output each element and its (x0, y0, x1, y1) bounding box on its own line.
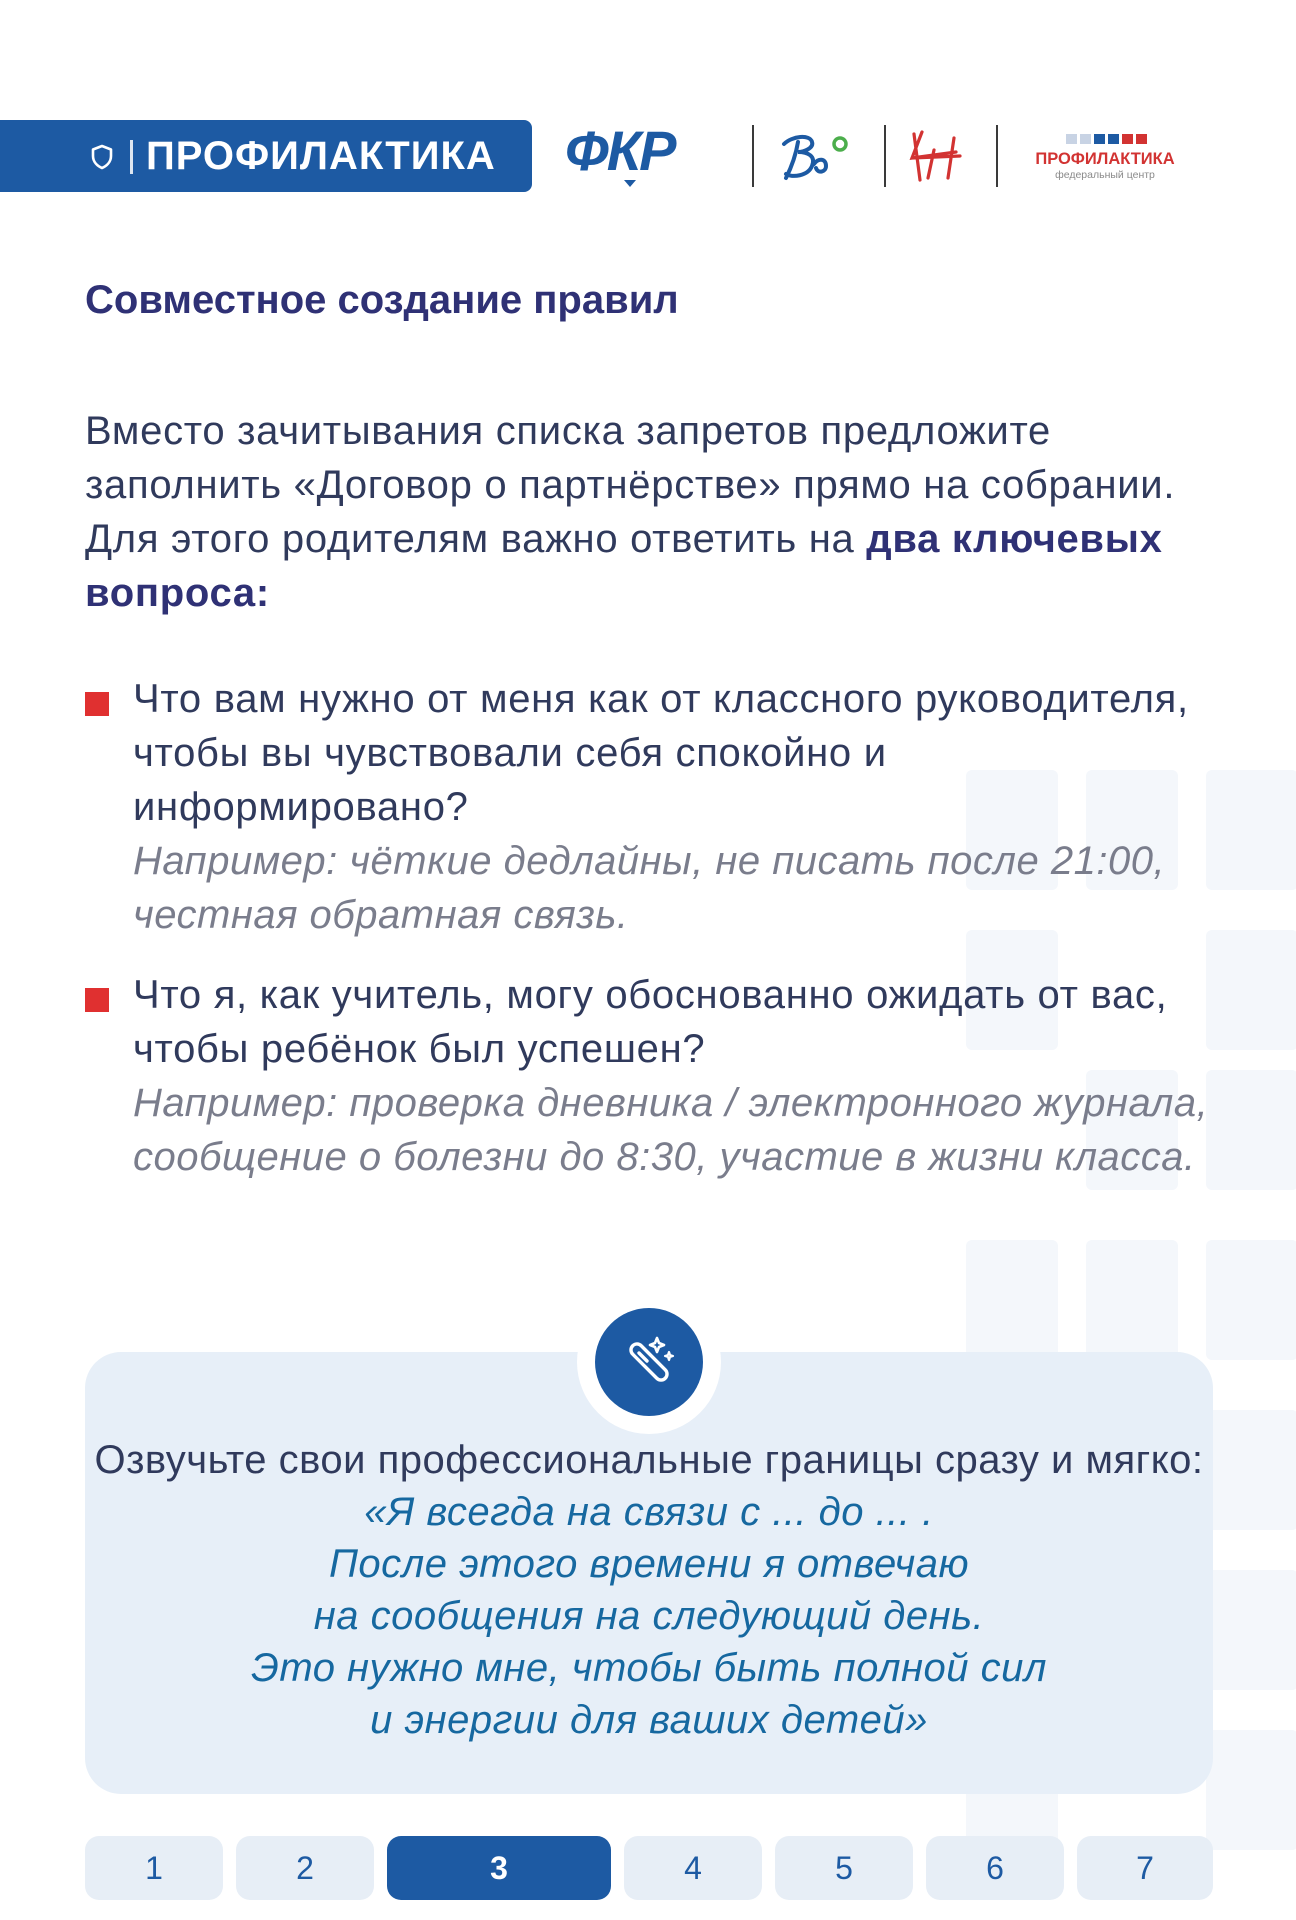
intro-paragraph (85, 404, 1225, 620)
intro-text: Вместо зачитывания списка запретов предложите заполнить «Договор о партнёрстве» прямо на собрании. Для этого родителям важно ответить на (85, 409, 1176, 561)
brand-divider (130, 140, 133, 174)
brand-title: ПРОФИЛАКТИКА (146, 134, 496, 178)
logo-separator (752, 125, 754, 187)
bullet-marker (85, 692, 109, 716)
pagination (85, 1836, 1213, 1900)
profilaktika-logo-subtitle: федеральный центр (1055, 169, 1155, 181)
bullet-example: Например: чёткие дедлайны, не писать после 21:00, честная обратная связь. (133, 839, 1166, 937)
profilaktika-logo (1020, 130, 1190, 186)
callout-text (85, 1434, 1213, 1746)
bo-logo (778, 130, 854, 184)
bullet-example: Например: проверка дневника / электронного журнала, сообщение о болезни до 8:30, участие в жизни класса. (133, 1081, 1209, 1179)
callout-quote-line: Это нужно мне, чтобы быть полной сил (251, 1646, 1047, 1690)
page-button-4[interactable]: 4 (624, 1836, 762, 1900)
intro-emphasis: два ключевых вопроса: (85, 517, 1163, 615)
brand-bar (0, 120, 532, 192)
callout-quote-line: После этого времени я отвечаю (328, 1542, 970, 1586)
logo-separator (884, 125, 886, 187)
logo-separator (996, 125, 998, 187)
shield-icon (90, 144, 114, 170)
page-button-2[interactable]: 2 (236, 1836, 374, 1900)
page-button-3-current[interactable]: 3 (387, 1836, 611, 1900)
magic-wand-icon (619, 1332, 679, 1392)
callout-lead: Озвучьте свои профессиональные границы сразу и мягко: (94, 1438, 1204, 1482)
fkr-logo-mark (624, 180, 636, 187)
bullet-item (85, 672, 1225, 942)
bullet-marker (85, 988, 109, 1012)
page-button-1[interactable]: 1 (85, 1836, 223, 1900)
page-button-6[interactable]: 6 (926, 1836, 1064, 1900)
bullet-item (85, 968, 1225, 1184)
callout-quote-line: «Я всегда на связи с ... до ... . (364, 1490, 934, 1534)
page-button-7[interactable]: 7 (1077, 1836, 1213, 1900)
callout-badge (595, 1308, 703, 1416)
page-button-5[interactable]: 5 (775, 1836, 913, 1900)
bullet-question: Что я, как учитель, могу обоснованно ожидать от вас, чтобы ребёнок был успешен? (133, 973, 1168, 1071)
callout-quote-line: на сообщения на следующий день. (313, 1594, 985, 1638)
callout-quote-line: и энергии для ваших детей» (370, 1698, 928, 1742)
profilaktika-logo-mark (1066, 134, 1147, 144)
bullet-question: Что вам нужно от меня как от классного руководителя, чтобы вы чувствовали себя спокойно и информировано? (133, 677, 1189, 829)
page-heading: Совместное создание правил (85, 278, 679, 322)
fkr-logo: ФКР (565, 119, 675, 182)
profilaktika-logo-text: ПРОФИЛАКТИКА (1035, 150, 1175, 168)
chair-logo (904, 128, 966, 184)
